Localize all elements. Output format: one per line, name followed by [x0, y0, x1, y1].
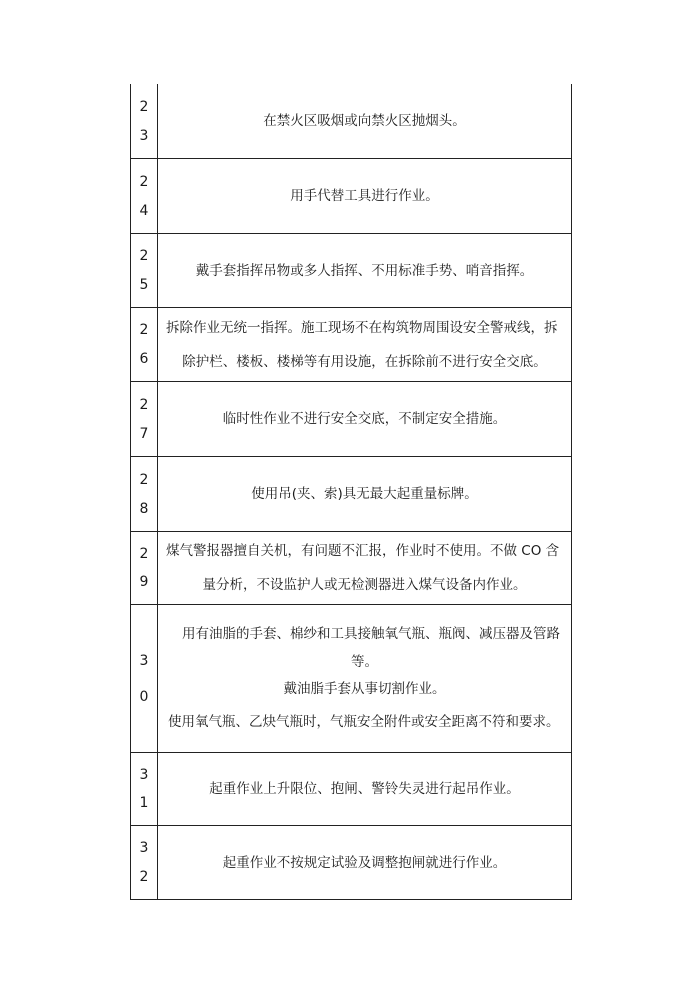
- row-text: 用手代替工具进行作业。: [290, 188, 439, 204]
- row-number-digit: 5: [139, 276, 149, 293]
- row-text: 量分析，不设监护人或无检测器进入煤气设备内作业。: [202, 577, 527, 593]
- row-text: 临时性作业不进行安全交底，不制定安全措施。: [222, 411, 507, 427]
- table-row: [131, 457, 571, 532]
- row-number: [131, 457, 158, 531]
- row-content: [158, 753, 571, 825]
- row-text: 除护栏、楼板、楼梯等有用设施，在拆除前不进行安全交底。: [182, 353, 547, 370]
- row-content: [158, 159, 571, 233]
- row-content: [158, 457, 571, 531]
- row-number-digit: 2: [139, 173, 149, 190]
- row-number-digit: 3: [139, 767, 149, 783]
- row-content: [158, 234, 571, 307]
- row-number: [131, 826, 158, 899]
- table-row: [131, 532, 571, 605]
- row-number: [131, 753, 158, 825]
- row-number: [131, 159, 158, 233]
- row-number-digit: 2: [139, 248, 149, 265]
- row-number-digit: 2: [139, 471, 149, 488]
- row-number-digit: 1: [139, 795, 149, 811]
- row-number-digit: 9: [139, 574, 149, 590]
- row-text: 起重作业不按规定试验及调整抱闸就进行作业。: [222, 854, 507, 871]
- table-row: [131, 84, 571, 159]
- table-row: [131, 234, 571, 308]
- row-number: [131, 308, 158, 381]
- row-content: [158, 605, 571, 752]
- row-number-digit: 8: [139, 500, 149, 517]
- row-text: 用有油脂的手套、棉纱和工具接触氧气瓶、瓶阀、减压器及管路: [182, 626, 560, 642]
- row-text: 等。: [351, 654, 378, 670]
- row-number: [131, 382, 158, 456]
- row-text: 使用氧气瓶、乙炔气瓶时，气瓶安全附件或安全距离不符和要求。: [168, 714, 560, 730]
- table-row: [131, 605, 571, 753]
- row-content: [158, 84, 571, 158]
- row-number-digit: 3: [139, 840, 149, 857]
- row-number-digit: 2: [139, 546, 149, 562]
- row-number-digit: 6: [139, 350, 149, 367]
- row-number: [131, 234, 158, 307]
- row-number: [131, 84, 158, 158]
- row-number-digit: 0: [139, 688, 149, 705]
- row-number-digit: 7: [139, 425, 149, 442]
- row-text: 戴手套指挥吊物或多人指挥、不用标准手势、哨音指挥。: [195, 262, 534, 279]
- table-row: [131, 308, 571, 382]
- row-number: [131, 605, 158, 752]
- row-content: [158, 382, 571, 456]
- row-number-digit: 2: [139, 396, 149, 413]
- table-row: [131, 159, 571, 234]
- row-number-digit: 2: [139, 868, 149, 885]
- table-row: [131, 382, 571, 457]
- row-content: [158, 826, 571, 899]
- row-content: [158, 308, 571, 381]
- row-number: [131, 532, 158, 604]
- row-text: 使用吊(夹、索)具无最大起重量标牌。: [251, 486, 478, 502]
- row-text: 拆除作业无统一指挥。施工现场不在构筑物周围设安全警戒线，拆: [166, 319, 558, 336]
- table-row: [131, 826, 571, 900]
- table-row: [131, 753, 571, 826]
- row-number-digit: 2: [139, 98, 149, 115]
- row-number-digit: 2: [139, 322, 149, 339]
- row-text: 起重作业上升限位、抱闸、警铃失灵进行起吊作业。: [209, 781, 520, 797]
- row-number-digit: 3: [139, 127, 149, 144]
- row-text: 戴油脂手套从事切割作业。: [283, 681, 446, 697]
- row-content: [158, 532, 571, 604]
- row-number-digit: 4: [139, 202, 149, 219]
- row-number-digit: 3: [139, 652, 149, 669]
- row-text: 在禁火区吸烟或向禁火区抛烟头。: [263, 113, 466, 129]
- violation-table: [130, 84, 572, 900]
- row-text: 煤气警报器擅自关机，有问题不汇报，作业时不使用。不做 CO 含: [166, 543, 560, 559]
